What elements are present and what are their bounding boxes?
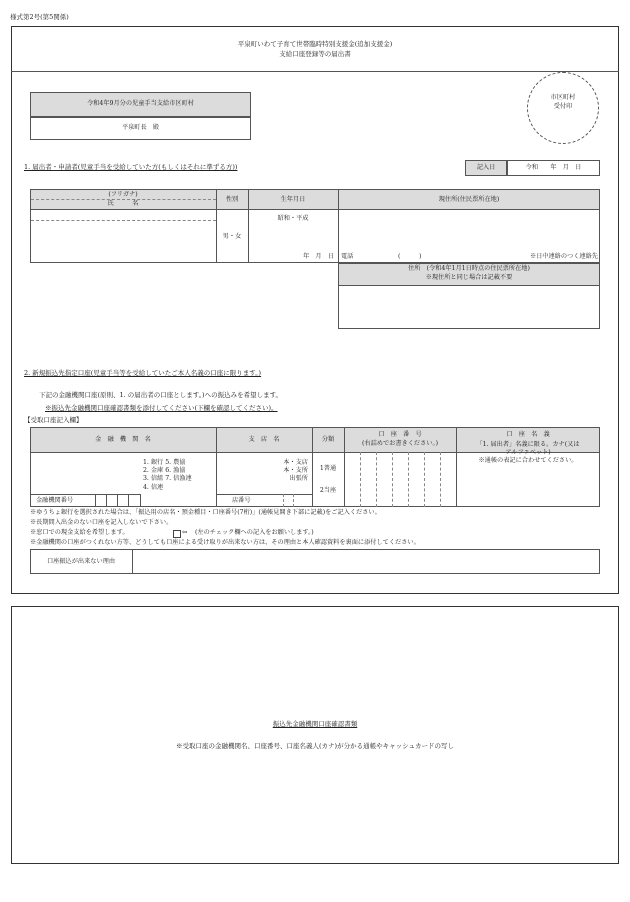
holder-note-3: ※通帳の表記に合わせてください。: [478, 457, 578, 464]
branch-code-label: 店番号: [232, 497, 251, 504]
col-account-type: 分類: [321, 436, 335, 443]
cash-checkbox[interactable]: [173, 530, 181, 538]
col-birth: 生年月日: [280, 196, 306, 203]
note-yucho: ※ゆうちょ銀行を選択された場合は、「振込用の店名・預金種目・口座番号(7桁)」(通帳見開き下部に記載)をご記入ください。: [30, 509, 381, 516]
bank-type-1[interactable]: 1. 銀行 5. 農協: [143, 459, 186, 466]
note-cash: ※窓口での現金支給を希望します。: [30, 529, 129, 536]
col-address: 現住所(住民票所在地): [438, 196, 500, 203]
branch-type-3[interactable]: 出張所: [289, 475, 308, 482]
phone-note: ※日中連絡のつく連絡先: [529, 253, 598, 260]
current-address-input[interactable]: [339, 210, 599, 250]
recipient-municipality: 令和4年9月分の児童手当支給市区町村: [87, 100, 194, 107]
bank-type-3[interactable]: 3. 信組 7. 信漁連: [143, 475, 192, 482]
holder-note-2: アルファベット): [505, 449, 551, 456]
note-no-account: ※金融機関の口座がつくれない方等、どうしても口座による受け取りが出来ない方は、その理由と本人確認資料を裏面に添付してください。: [30, 539, 420, 546]
branch-type-1[interactable]: 本・支店: [283, 459, 308, 466]
form-number: 様式第2号(第5関係): [10, 13, 69, 21]
jan1-address-header-line2: ※現住所と同じ場合は記載不要: [425, 274, 513, 281]
bank-name-input[interactable]: [31, 453, 141, 493]
col-branch-name: 支 店 名: [248, 436, 280, 443]
name-input[interactable]: [31, 221, 216, 262]
col-account-number-note: (右詰めでお書きください。): [362, 440, 438, 447]
account-holder-input[interactable]: [457, 467, 599, 506]
col-name: 氏 名: [107, 200, 139, 207]
col-gender: 性別: [225, 196, 239, 203]
col-account-holder: 口 座 名 義: [506, 431, 550, 438]
jan1-address-header-line1: 住所 (令和4年1月1日時点の住民票所在地): [408, 265, 530, 272]
furigana-input[interactable]: [31, 210, 216, 220]
phone-label: 電話: [341, 253, 354, 260]
bank-type-4[interactable]: 4. 信連: [143, 484, 164, 491]
bank-code-input[interactable]: [96, 495, 140, 506]
recipient-mayor: 平泉町長 殿: [121, 124, 160, 131]
phone-input[interactable]: ( ): [398, 253, 422, 260]
section1-heading: 1. 届出者・申請者(児童手当を受給していた方(もしくはそれに準ずる方)): [24, 163, 238, 171]
stamp-label-line1: 市区町村: [550, 94, 576, 101]
bank-type-2[interactable]: 2. 金庫 6. 漁協: [143, 467, 186, 474]
col-account-number: 口 座 番 号: [378, 431, 422, 438]
form-title-line1: 平泉町いわて子育て世帯臨時特別支援金(追加支援金): [237, 40, 393, 48]
col-furigana: (フリガナ): [108, 191, 138, 198]
attachment-panel: [11, 606, 619, 864]
account-number-input[interactable]: [345, 453, 455, 506]
note-dormant: ※長期間入出金のない口座を記入しないで下さい。: [30, 519, 173, 526]
section2-line2: ※振込先金融機関口座確認書類を添付してください(下欄を確認してください)。: [45, 404, 278, 412]
holder-note-1: 「1. 届出者」名義に限る。カナ(又は: [476, 441, 580, 448]
account-type-current[interactable]: 2当座: [319, 487, 337, 494]
reason-input[interactable]: [133, 550, 599, 573]
branch-type-2[interactable]: 本・支所: [283, 467, 308, 474]
account-type-ordinary[interactable]: 1普通: [319, 465, 337, 472]
account-entry-subheading: 【受取口座記入欄】: [24, 416, 83, 424]
section2-line1: 下記の金融機関口座(原則、1. の届出者の口座とします。)への振込みを希望します。: [39, 391, 283, 399]
form-title-line2: 支給口座登録等の届出書: [279, 50, 351, 58]
col-bank-name: 金 融 機 関 名: [95, 436, 151, 443]
birth-era[interactable]: 昭和・平成: [277, 215, 309, 222]
bank-code-label: 金融機関番号: [36, 497, 74, 504]
arrow-left-icon: ⇦: [182, 528, 188, 536]
note-cash-check: (左のチェック欄への記入をお願いします。): [195, 529, 314, 536]
gender-value[interactable]: 男・女: [222, 233, 242, 240]
birth-date[interactable]: 年 月 日: [303, 253, 334, 260]
attachment-title: 振込先金融機関口座確認書類: [272, 720, 358, 728]
jan1-address-input[interactable]: [339, 286, 599, 328]
date-label: 記入日: [476, 164, 496, 171]
branch-code-input[interactable]: [273, 495, 311, 506]
date-value: 令和 年 月 日: [525, 164, 582, 171]
attachment-note: ※受取口座の金融機関名、口座番号、口座名義人(カナ)が分かる通帳やキャッシュカードの写し: [176, 742, 454, 750]
section2-heading: 2. 新規振込先指定口座(児童手当等を受給していたご本人名義の口座に限ります。): [24, 369, 262, 377]
reason-label: 口座振込が出来ない理由: [46, 558, 116, 565]
stamp-label-line2: 受付印: [553, 103, 573, 110]
